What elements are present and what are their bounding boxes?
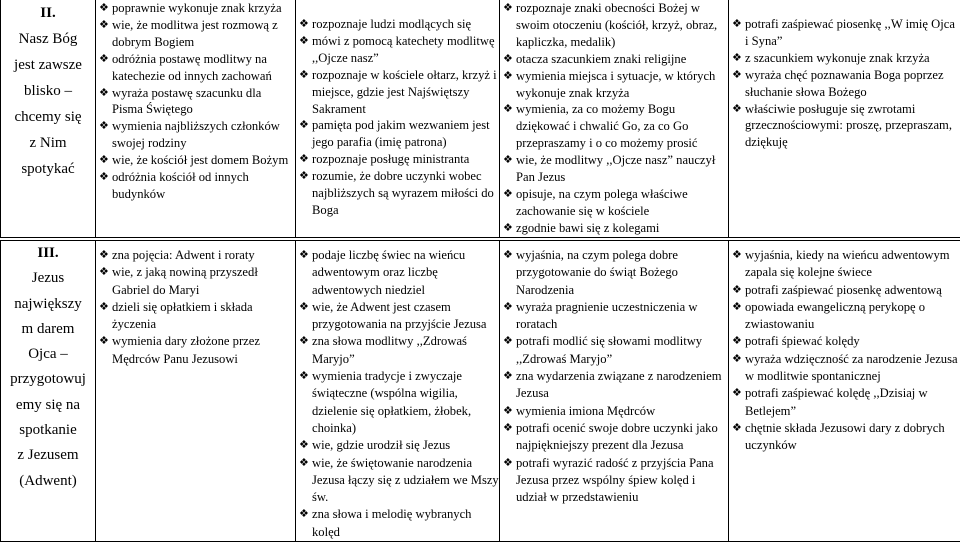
section-title-line: przygotowuj	[1, 367, 95, 392]
list-item: ❖ wyraża postawę szacunku dla Pisma Świętego	[96, 85, 295, 119]
bullet-icon: ❖	[99, 0, 109, 17]
bullet-icon: ❖	[99, 51, 109, 68]
bullet-icon: ❖	[299, 368, 309, 385]
list-item: ❖ opisuje, na czym polega właściwe zachowanie się w kościele	[500, 186, 728, 220]
list-item: ❖ wie, że Adwent jest czasem przygotowania na przyjście Jezusa	[296, 299, 499, 334]
bullet-icon: ❖	[732, 16, 742, 33]
list-item: ❖ odróżnia postawę modlitwy na katechezie od innych zachowań	[96, 51, 295, 85]
section-title-line: Jezus	[1, 266, 95, 291]
bullet-icon: ❖	[732, 101, 742, 118]
requirements-column-1	[96, 241, 296, 542]
section-title-line: blisko –	[1, 78, 95, 104]
bullet-icon: ❖	[99, 264, 109, 281]
list-item: ❖ wie, z jaką nowiną przyszedł Gabriel do Maryi	[96, 264, 295, 299]
section-title-line: Ojca –	[1, 342, 95, 367]
bullet-icon: ❖	[299, 168, 309, 185]
section-title-line: Nasz Bóg	[1, 26, 95, 52]
list-item: ❖ wie, że kościół jest domem Bożym	[96, 152, 295, 169]
list-item: ❖ wyraża wdzięczność za narodzenie Jezusa w modlitwie spontanicznej	[729, 351, 960, 386]
list-item: ❖ zna słowa i melodię wybranych kolęd	[296, 506, 499, 541]
bullet-icon: ❖	[99, 299, 109, 316]
bullet-icon: ❖	[503, 152, 513, 169]
list-item: ❖ potrafi zaśpiewać piosenkę adwentową	[729, 282, 960, 299]
list-item: ❖ rozpoznaje posługę ministranta	[296, 151, 499, 168]
list-item: ❖ poprawnie wykonuje znak krzyża	[96, 0, 295, 17]
section-number: III.	[1, 241, 95, 266]
bullet-icon: ❖	[503, 186, 513, 203]
list-item: ❖ dzieli się opłatkiem i składa życzenia	[96, 299, 295, 334]
bullet-icon: ❖	[503, 68, 513, 85]
list-item: ❖ potrafi modlić się słowami modlitwy ,,Zdrowaś Maryjo”	[500, 333, 728, 368]
list-item: ❖ rozpoznaje znaki obecności Bożej w swoim otoczeniu (kościół, krzyż, obraz, kapliczka, medalik)	[500, 0, 728, 51]
list-item: ❖ wyjaśnia, na czym polega dobre przygotowanie do świąt Bożego Narodzenia	[500, 247, 728, 299]
bullet-icon: ❖	[299, 16, 309, 33]
bullet-icon: ❖	[99, 118, 109, 135]
bullet-icon: ❖	[299, 247, 309, 264]
list-item: ❖ rozpoznaje ludzi modlących się	[296, 16, 499, 33]
list-item: ❖ potrafi wyrazić radość z przyjścia Pana Jezusa przez wspólny śpiew kolęd i udział w przedstawieniu	[500, 455, 728, 507]
list-item: ❖ mówi z pomocą katechety modlitwę ,,Ojcze nasz”	[296, 33, 499, 67]
requirements-column-1	[96, 0, 296, 237]
section-title-line: m darem	[1, 317, 95, 342]
list-item: ❖ zna słowa modlitwy ,,Zdrowaś Maryjo”	[296, 333, 499, 368]
bullet-icon: ❖	[503, 455, 513, 472]
bullet-icon: ❖	[299, 117, 309, 134]
list-item: ❖ wymienia miejsca i sytuacje, w których wykonuje znak krzyża	[500, 68, 728, 102]
list-item: ❖ z szacunkiem wykonuje znak krzyża	[729, 50, 960, 67]
section-number: II.	[1, 0, 95, 26]
bullet-icon: ❖	[732, 420, 742, 437]
list-item: ❖ właściwie posługuje się zwrotami grzecznościowymi: proszę, przepraszam, dziękuję	[729, 101, 960, 152]
requirements-column-3	[500, 0, 729, 237]
bullet-icon: ❖	[732, 50, 742, 67]
list-item: ❖ wyraża pragnienie uczestniczenia w roratach	[500, 299, 728, 334]
section-title-line: (Adwent)	[1, 469, 95, 494]
list-item: ❖ wymienia imiona Mędrców	[500, 403, 728, 420]
bullet-icon: ❖	[503, 299, 513, 316]
bullet-icon: ❖	[99, 247, 109, 264]
section-table-2	[0, 0, 960, 238]
bullet-icon: ❖	[732, 333, 742, 350]
list-item: ❖ pamięta pod jakim wezwaniem jest jego parafia (imię patrona)	[296, 117, 499, 151]
list-item: ❖ zgodnie bawi się z kolegami	[500, 220, 728, 237]
bullet-icon: ❖	[732, 385, 742, 402]
bullet-icon: ❖	[503, 247, 513, 264]
list-item: ❖ wie, że modlitwy ,,Ojcze nasz” nauczył Pan Jezus	[500, 152, 728, 186]
bullet-icon: ❖	[299, 33, 309, 50]
list-item: ❖ potrafi zaśpiewać piosenkę ,,W imię Ojca i Syna”	[729, 16, 960, 50]
bullet-icon: ❖	[299, 151, 309, 168]
bullet-icon: ❖	[299, 506, 309, 523]
bullet-icon: ❖	[99, 17, 109, 34]
bullet-icon: ❖	[299, 333, 309, 350]
bullet-icon: ❖	[299, 67, 309, 84]
bullet-icon: ❖	[732, 282, 742, 299]
section-title-line: chcemy się	[1, 104, 95, 130]
bullet-icon: ❖	[732, 247, 742, 264]
bullet-icon: ❖	[503, 51, 513, 68]
section-title-line: z Nim	[1, 130, 95, 156]
list-item: ❖ potrafi ocenić swoje dobre uczynki jako najpiękniejszy prezent dla Jezusa	[500, 420, 728, 455]
list-item: ❖ wymienia dary złożone przez Mędrców Panu Jezusowi	[96, 333, 295, 368]
list-item: ❖ wyraża chęć poznawania Boga poprzez słuchanie słowa Bożego	[729, 67, 960, 101]
list-item: ❖ wie, gdzie urodził się Jezus	[296, 437, 499, 454]
bullet-icon: ❖	[503, 420, 513, 437]
bullet-icon: ❖	[503, 368, 513, 385]
bullet-icon: ❖	[732, 299, 742, 316]
section-title-line: jest zawsze	[1, 52, 95, 78]
bullet-icon: ❖	[99, 152, 109, 169]
bullet-icon: ❖	[299, 437, 309, 454]
list-item: ❖ chętnie składa Jezusowi dary z dobrych uczynków	[729, 420, 960, 455]
bullet-icon: ❖	[503, 333, 513, 350]
section-title-line: spotykać	[1, 156, 95, 182]
section-title-cell	[1, 241, 96, 542]
section-title-line: z Jezusem	[1, 443, 95, 468]
bullet-icon: ❖	[99, 169, 109, 186]
list-item: ❖ rozpoznaje w kościele ołtarz, krzyż i miejsce, gdzie jest Najświętszy Sakrament	[296, 67, 499, 118]
list-item: ❖ wie, że świętowanie narodzenia Jezusa łączy się z udziałem we Mszy św.	[296, 455, 499, 507]
list-item: ❖ rozumie, że dobre uczynki wobec najbliższych są wyrazem miłości do Boga	[296, 168, 499, 219]
bullet-icon: ❖	[503, 403, 513, 420]
bullet-icon: ❖	[99, 333, 109, 350]
bullet-icon: ❖	[732, 351, 742, 368]
bullet-icon: ❖	[732, 67, 742, 84]
section-title-line: największy	[1, 292, 95, 317]
requirements-column-3	[500, 241, 729, 542]
bullet-icon: ❖	[299, 299, 309, 316]
section-title-line: emy się na	[1, 393, 95, 418]
list-item: ❖ podaje liczbę świec na wieńcu adwentowym oraz liczbę adwentowych niedziel	[296, 247, 499, 299]
list-item: ❖ zna wydarzenia związane z narodzeniem Jezusa	[500, 368, 728, 403]
list-item: ❖ wyjaśnia, kiedy na wieńcu adwentowym zapala się kolejne świece	[729, 247, 960, 282]
list-item: ❖ wie, że modlitwa jest rozmową z dobrym Bogiem	[96, 17, 295, 51]
list-item: ❖ wymienia najbliższych członków swojej rodziny	[96, 118, 295, 152]
list-item: ❖ zna pojęcia: Adwent i roraty	[96, 247, 295, 264]
requirements-column-4	[729, 0, 960, 237]
requirements-column-2	[296, 0, 500, 237]
bullet-icon: ❖	[503, 220, 513, 237]
list-item: ❖ opowiada ewangeliczną perykopę o zwiastowaniu	[729, 299, 960, 334]
section-title-line: spotkanie	[1, 418, 95, 443]
list-item: ❖ wymienia tradycje i zwyczaje świąteczne (wspólna wigilia, dzielenie się opłatkiem, żłobek, choinka)	[296, 368, 499, 437]
list-item: ❖ wymienia, za co możemy Bogu dziękować i chwalić Go, za co Go przepraszamy i o co możemy prosić	[500, 101, 728, 152]
requirements-column-4	[729, 241, 960, 542]
bullet-icon: ❖	[503, 0, 513, 17]
bullet-icon: ❖	[503, 101, 513, 118]
bullet-icon: ❖	[299, 455, 309, 472]
section-table-3	[0, 240, 960, 542]
list-item: ❖ potrafi zaśpiewać kolędę ,,Dzisiaj w Betlejem”	[729, 385, 960, 420]
list-item: ❖ odróżnia kościół od innych budynków	[96, 169, 295, 203]
list-item: ❖ otacza szacunkiem znaki religijne	[500, 51, 728, 68]
requirements-column-2	[296, 241, 500, 542]
bullet-icon: ❖	[99, 85, 109, 102]
list-item: ❖ potrafi śpiewać kolędy	[729, 333, 960, 350]
section-title-cell	[1, 0, 96, 237]
